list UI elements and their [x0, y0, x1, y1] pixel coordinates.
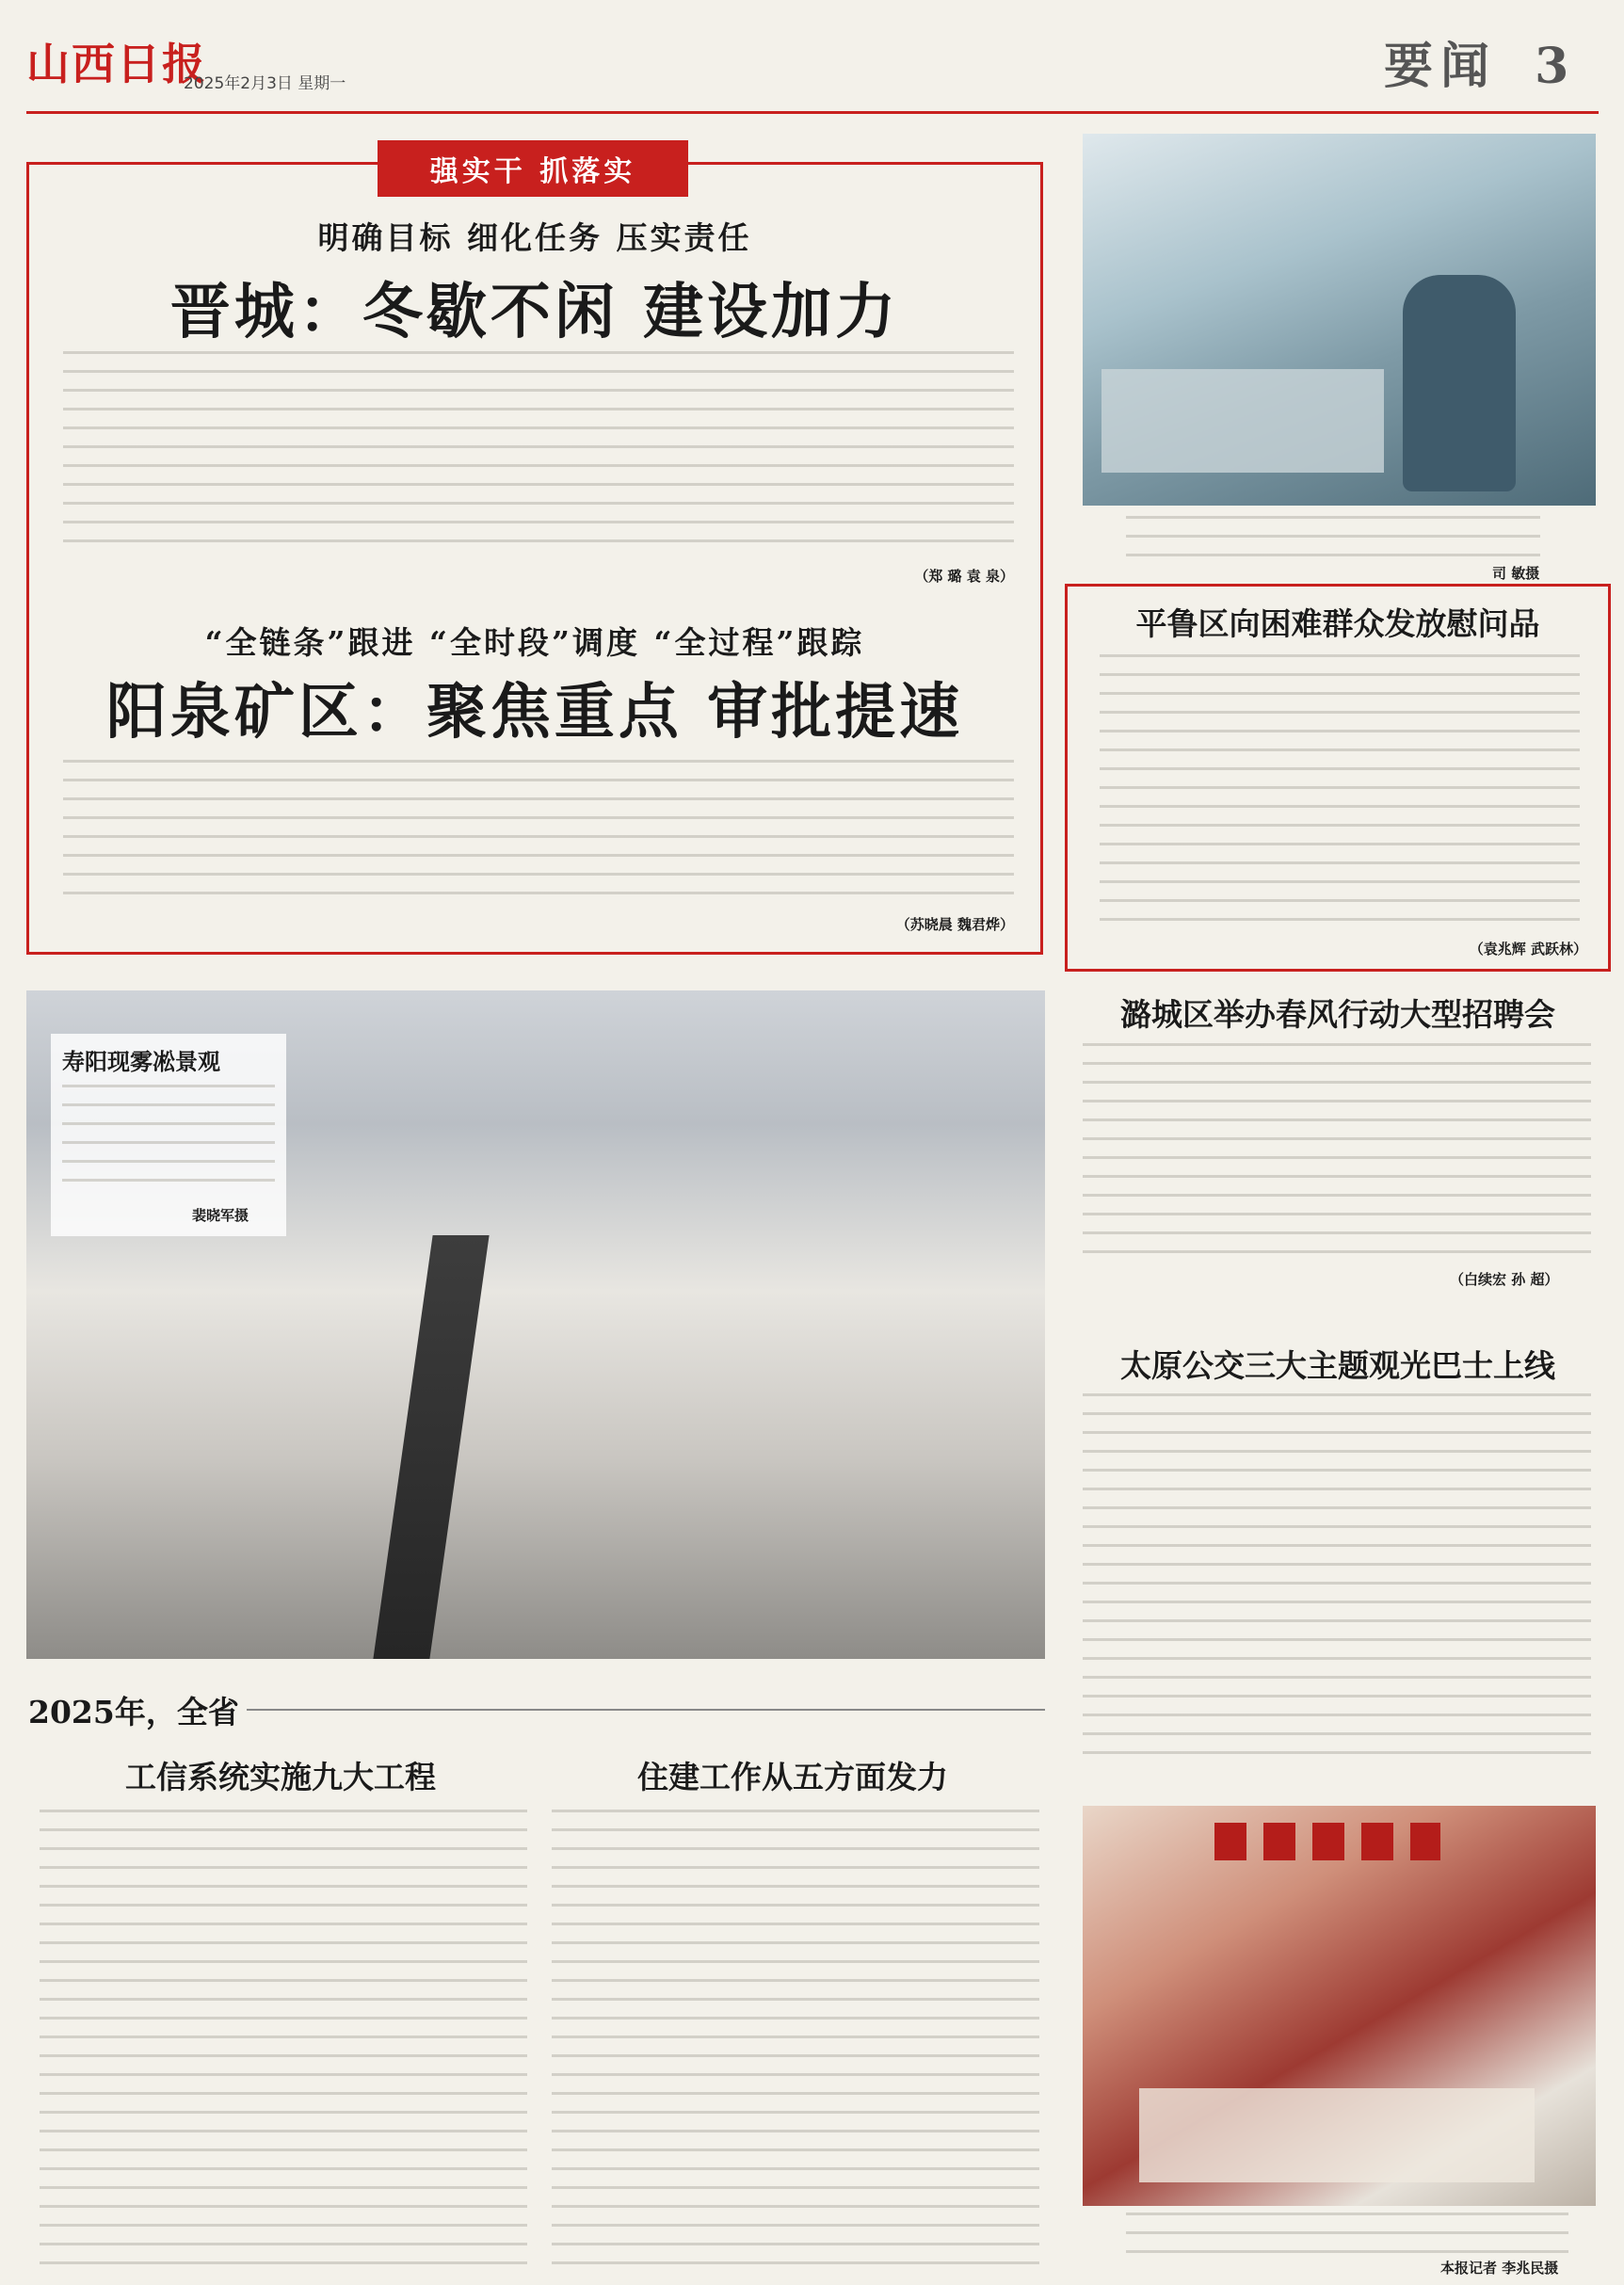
section-2025-label: 2025年，全省	[28, 1694, 239, 1730]
story1-credit: （郑 璐 袁 泉）	[914, 568, 1014, 585]
page-number: 3	[1535, 38, 1577, 95]
pinglu-body	[1100, 654, 1580, 929]
winter-caption	[62, 1085, 275, 1198]
dumpling-photo	[1083, 1806, 1596, 2206]
taiyuan-body	[1083, 1393, 1591, 1770]
dumpling-photo-credit: 本报记者 李兆民摄	[1440, 2260, 1559, 2277]
story2-kicker: “全链条”跟进 “全时段”调度 “全过程”跟踪	[204, 624, 865, 661]
issue-date: 2025年2月3日 星期一	[184, 74, 346, 93]
pinglu-credit: （袁兆辉 武跃林）	[1469, 941, 1587, 957]
pinglu-box	[1065, 584, 1611, 972]
winter-photo	[26, 990, 1045, 1659]
dumpling-caption	[1126, 2213, 1568, 2254]
gongxin-body	[40, 1810, 527, 2271]
road	[373, 1235, 489, 1659]
taiyuan-headline: 太原公交三大主题观光巴士上线	[1120, 1347, 1555, 1384]
section-name: 要闻	[1384, 38, 1498, 95]
section-title	[1384, 26, 1576, 97]
story1-kicker: 明确目标 细化任务 压实责任	[317, 219, 752, 256]
equipment-row	[1101, 369, 1384, 473]
lucheng-body	[1083, 1043, 1591, 1262]
section-2025-rule	[247, 1709, 1045, 1711]
gongxin-headline: 工信系统实施九大工程	[125, 1759, 436, 1795]
story1-body	[63, 351, 1014, 558]
factory-caption	[1126, 516, 1540, 561]
lucheng-credit: （白续宏 孙 超）	[1450, 1271, 1559, 1288]
factory-photo	[1083, 134, 1596, 506]
story2-headline: 阳泉矿区：聚焦重点 审批提速	[105, 677, 964, 748]
story2-credit: （苏晓晨 魏君烨）	[895, 916, 1014, 933]
pinglu-headline: 平鲁区向困难群众发放慰问品	[1135, 605, 1540, 642]
masthead-logo: 山西日报	[26, 39, 207, 89]
table-surface	[1139, 2088, 1535, 2182]
story2-body	[63, 760, 1014, 901]
feature-banner: 强实干 抓落实	[378, 140, 688, 197]
story1-headline: 晋城：冬歇不闲 建设加力	[169, 277, 900, 347]
feature-box	[26, 155, 1043, 955]
lucheng-headline: 潞城区举办春风行动大型招聘会	[1120, 996, 1555, 1033]
masthead-rule	[26, 111, 1599, 114]
lantern-row	[1214, 1823, 1440, 1860]
zhujian-headline: 住建工作从五方面发力	[637, 1759, 948, 1795]
winter-title: 寿阳现雾凇景观	[62, 1048, 220, 1075]
winter-photo-credit: 裴晓军摄	[192, 1207, 249, 1224]
winter-caption-box	[51, 1034, 286, 1236]
factory-photo-credit: 司 敏摄	[1492, 565, 1540, 582]
zhujian-body	[552, 1810, 1039, 2271]
worker-figure	[1403, 275, 1516, 491]
